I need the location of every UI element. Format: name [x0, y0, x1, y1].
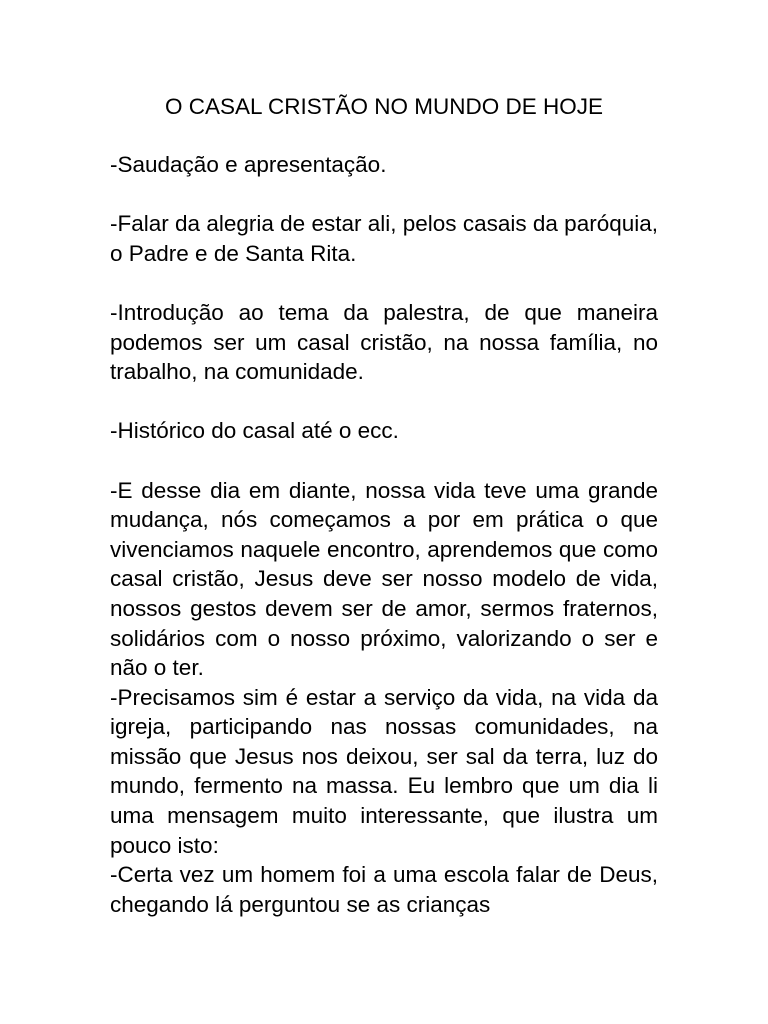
document-page: [110, 92, 658, 919]
paragraph-history: -Histórico do casal até o ecc.: [110, 418, 399, 444]
paragraph-greeting: -Saudação e apresentação.: [110, 152, 387, 177]
paragraph-service: -Precisamos sim é estar a serviço da vida, na vida da igreja, participando nas nossas comunidades, na missão que Jesus nos deixou, ser sal da terra, luz do mundo, fermento na massa. Eu lembro que um dia li uma mensagem muito interessante, que ilustra um pouco isto:: [110, 684, 658, 858]
paragraph-story: -Certa vez um homem foi a uma escola falar de Deus, chegando lá perguntou se as crianças: [110, 862, 658, 917]
paragraph-joy: -Falar da alegria de estar ali, pelos casais da paróquia, o Padre e de Santa Rita.: [110, 211, 658, 266]
document-title: O CASAL CRISTÃO NO MUNDO DE HOJE: [165, 94, 603, 119]
paragraph-introduction: -Introdução ao tema da palestra, de que maneira podemos ser um casal cristão, na nossa família, no trabalho, na comunidade.: [110, 299, 658, 385]
paragraph-change: -E desse dia em diante, nossa vida teve uma grande mudança, nós começamos a por em prática o que vivenciamos naquele encontro, aprendemos que como casal cristão, Jesus deve ser nosso modelo de vida, nossos gestos devem ser de amor, sermos fraternos, solidários com o nosso próximo, valorizando o ser e não o ter.: [110, 477, 658, 681]
